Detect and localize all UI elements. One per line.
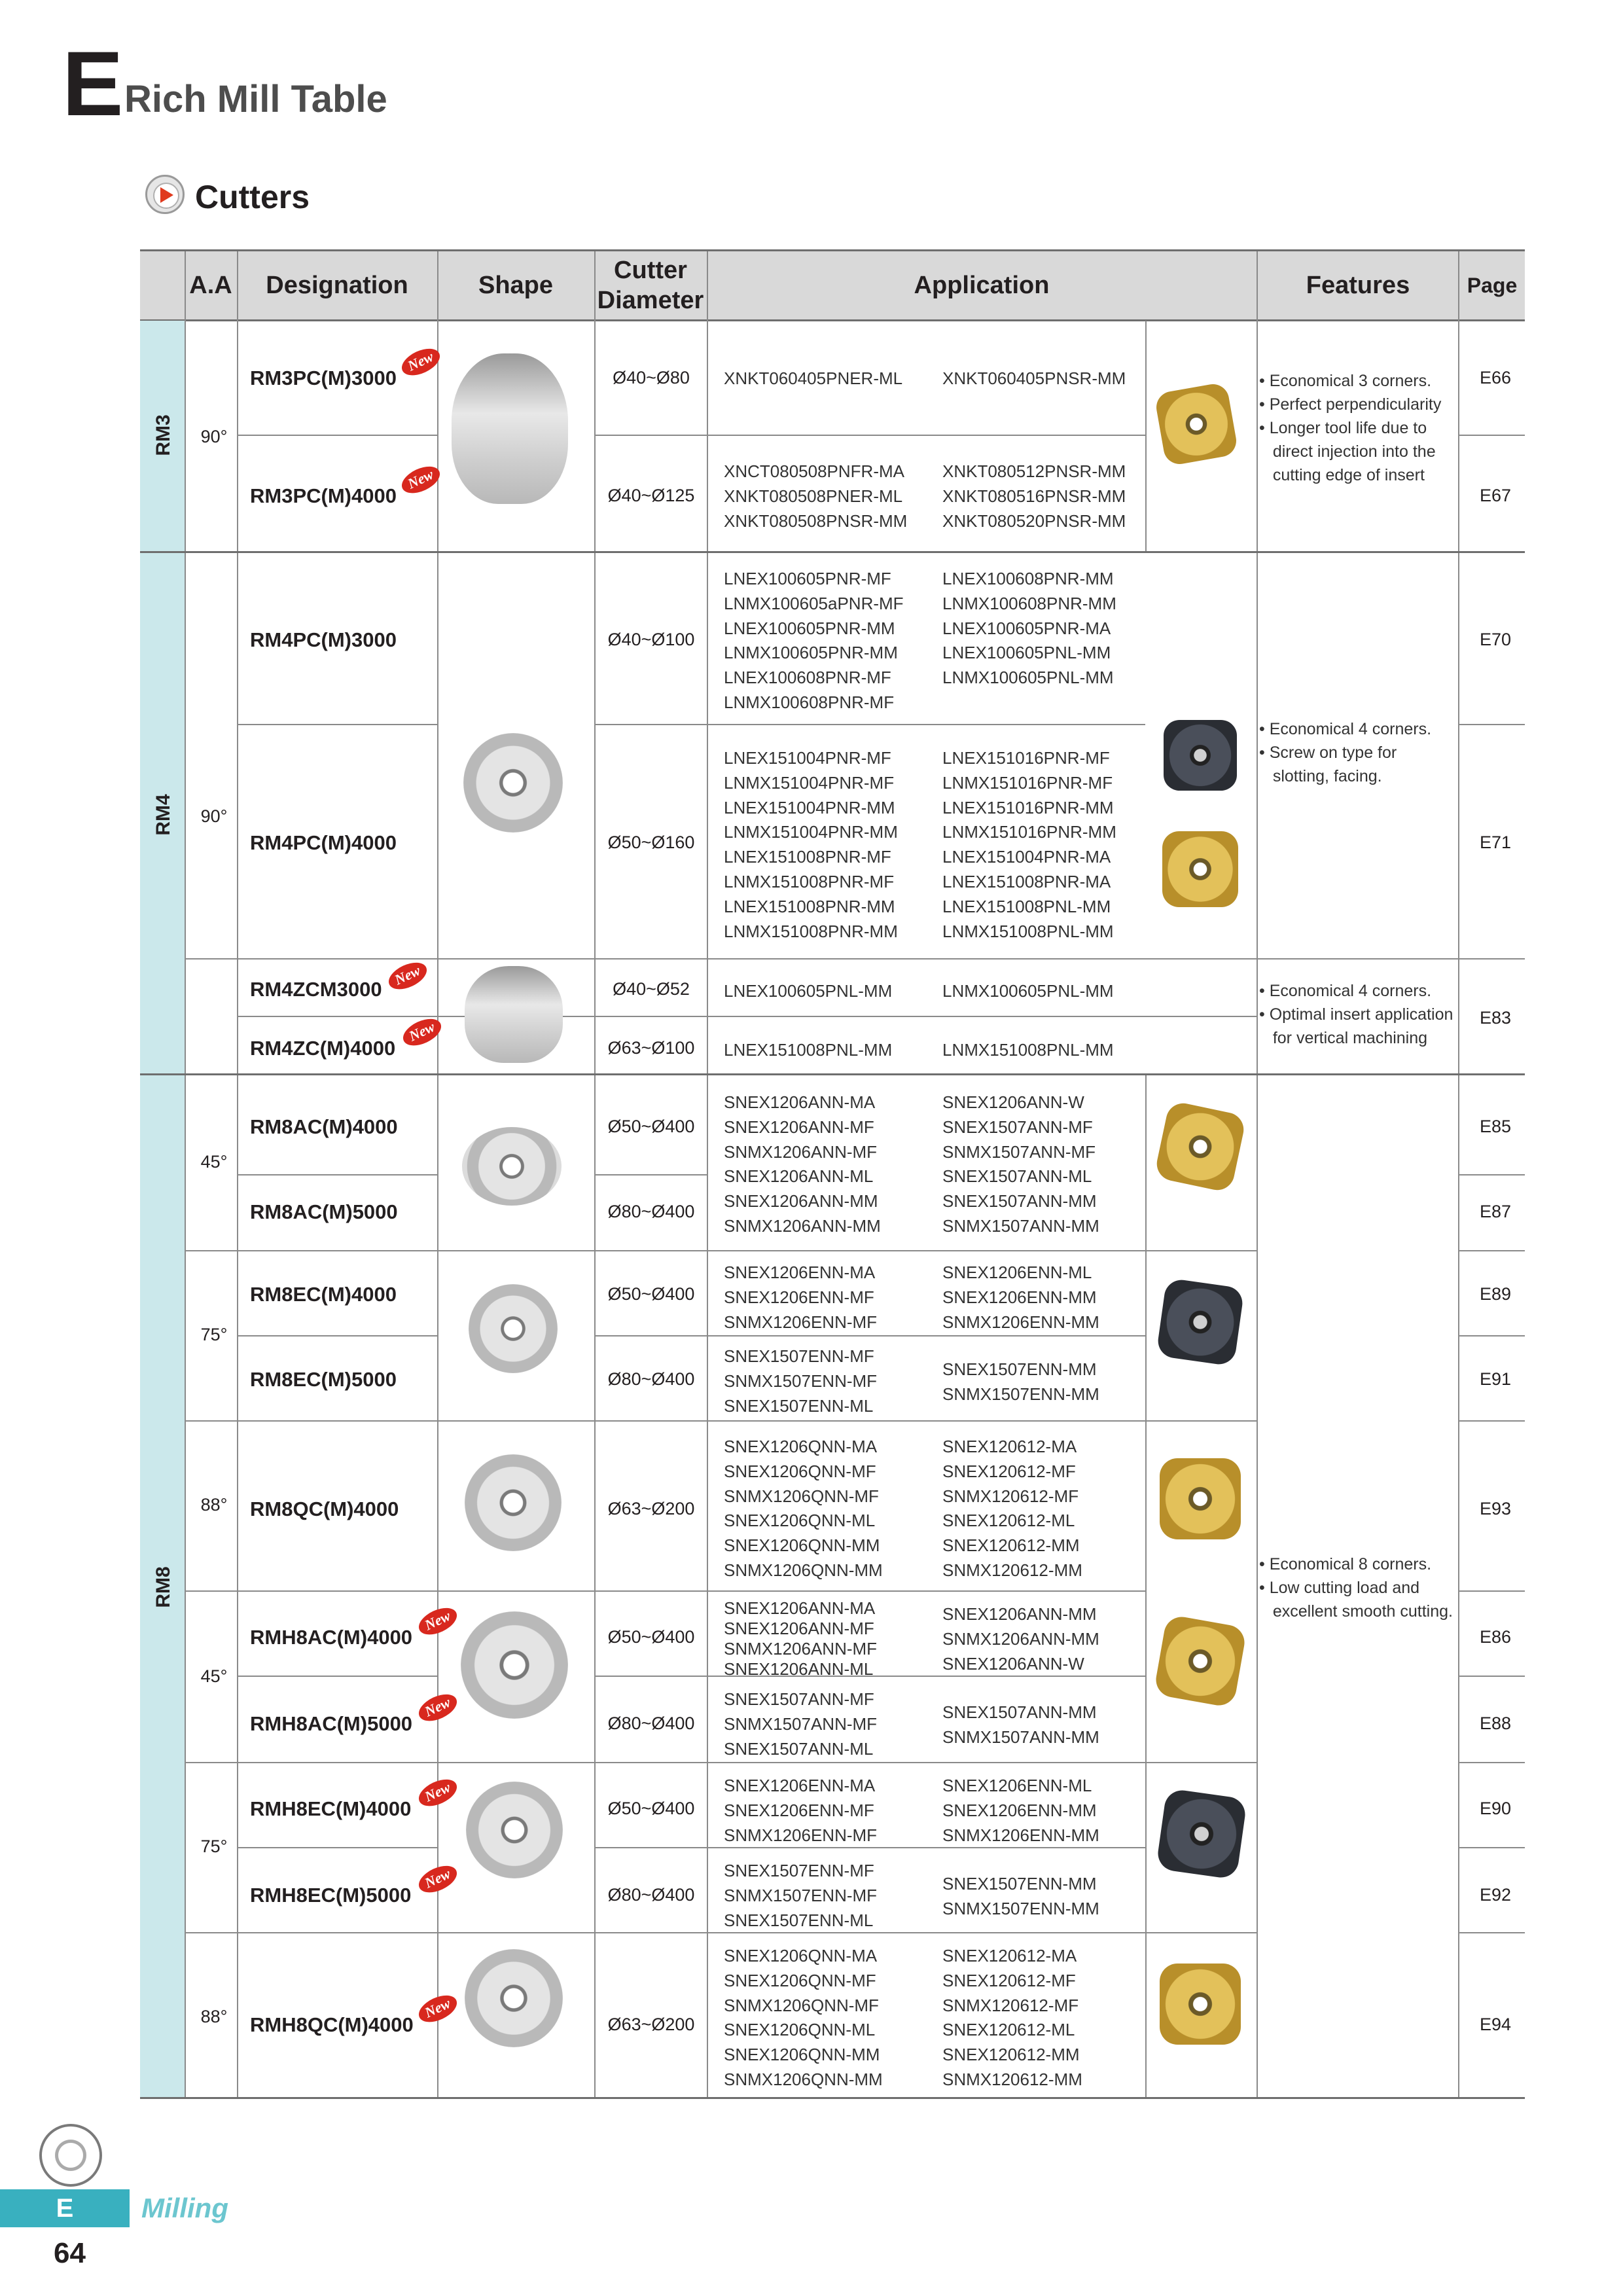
page-reference[interactable]: E83 <box>1479 1008 1512 1028</box>
page-reference[interactable]: E90 <box>1479 1799 1512 1818</box>
application-list: SNEX1507ENN-MF SNMX1507ENN-MF SNEX1507ENN-ML <box>724 1861 878 1930</box>
row-rule <box>594 435 1145 436</box>
new-badge: New <box>399 1013 446 1050</box>
insert-image <box>1156 1278 1245 1367</box>
application-list: XNKT060405PNER-ML <box>724 368 903 388</box>
group-label-rm3: RM3 <box>152 414 174 456</box>
new-badge: New <box>398 461 444 498</box>
insert-image <box>1162 831 1238 907</box>
new-badge: New <box>415 1774 461 1811</box>
row-rule <box>1458 724 1525 725</box>
col-header-page: Page <box>1467 274 1518 297</box>
application-list: SNEX1206ENN-MA SNEX1206ENN-MF SNMX1206ENN-MF <box>724 1776 878 1845</box>
application-list: LNMX100605PNL-MM <box>942 981 1114 1001</box>
approach-angle: 45° <box>200 1152 228 1172</box>
vline <box>185 251 186 2097</box>
new-badge: New <box>415 1990 461 2027</box>
cutter-diameter: Ø40~Ø52 <box>613 979 690 999</box>
application-list: SNEX1206ENN-MA SNEX1206ENN-MF SNMX1206ENN-MF <box>724 1263 878 1332</box>
row-rule <box>1458 1847 1525 1848</box>
cutter-diameter: Ø50~Ø400 <box>607 1117 695 1136</box>
group-rule <box>140 551 1525 553</box>
features-text: • Economical 4 corners. • Optimal insert application for vertical machining <box>1259 982 1454 1047</box>
col-header-application: Application <box>914 272 1050 299</box>
cutter-logo-icon <box>39 2124 102 2187</box>
approach-angle: 75° <box>200 1325 228 1344</box>
cutter-diameter: Ø50~Ø400 <box>607 1799 695 1818</box>
cutter-diameter: Ø40~Ø100 <box>607 630 695 649</box>
page-reference[interactable]: E71 <box>1479 833 1512 852</box>
row-rule <box>1458 1250 1525 1251</box>
page-reference[interactable]: E86 <box>1479 1627 1512 1647</box>
row-rule <box>1458 1590 1525 1592</box>
row-rule <box>1257 958 1458 960</box>
insert-image <box>1160 1458 1241 1539</box>
application-list: SNEX1507ENN-MF SNMX1507ENN-MF SNEX1507ENN-ML <box>724 1346 878 1416</box>
row-rule <box>185 1420 1258 1422</box>
insert-image <box>1154 1100 1247 1193</box>
features-text: • Economical 3 corners. • Perfect perpendicularity • Longer tool life due to direct injection into the cutting edge of insert <box>1259 372 1442 484</box>
cutter-diameter: Ø80~Ø400 <box>607 1369 695 1389</box>
designation: RMH8AC(M)4000 <box>250 1626 413 1649</box>
application-list: SNEX1206ANN-MA SNEX1206ANN-MF SNMX1206ANN-MF SNEX1206ANN-ML SNEX1206ANN-MM SNMX1206ANN-MM <box>724 1092 881 1236</box>
designation: RM8EC(M)4000 <box>250 1283 397 1306</box>
row-rule <box>185 1250 1258 1251</box>
new-badge: New <box>415 1860 461 1897</box>
cutter-diameter: Ø63~Ø200 <box>607 1499 695 1518</box>
designation: RMH8AC(M)5000 <box>250 1712 413 1735</box>
application-list: SNEX120612-MA SNEX120612-MF SNMX120612-MF SNEX120612-ML SNEX120612-MM SNMX120612-MM <box>942 1946 1082 2089</box>
page-reference[interactable]: E66 <box>1479 368 1512 387</box>
cutter-diameter: Ø63~Ø100 <box>607 1038 695 1058</box>
col-header-shape: Shape <box>478 272 554 299</box>
category-label: Milling <box>141 2193 228 2223</box>
approach-angle: 88° <box>200 2007 228 2026</box>
col-header-aa: A.A <box>189 272 232 299</box>
page-reference[interactable]: E92 <box>1479 1885 1512 1905</box>
chapter-tab[interactable]: E <box>0 2189 130 2227</box>
designation: RMH8QC(M)4000 <box>250 2013 414 2036</box>
row-rule <box>1458 1335 1525 1336</box>
application-list: LNEX100605PNR-MF LNMX100605aPNR-MF LNEX100605PNR-MM LNMX100605PNR-MM LNEX100608PNR-MF LNMX100608PNR-MF <box>724 569 904 712</box>
application-list: LNEX151008PNL-MM <box>724 1040 893 1060</box>
designation: RM4ZC(M)4000 <box>250 1037 396 1060</box>
cutter-diameter: Ø80~Ø400 <box>607 1713 695 1733</box>
table-bottom-rule <box>140 2097 1525 2099</box>
page-title: Rich Mill Table <box>124 78 387 120</box>
application-list: SNEX1206ANN-MM SNMX1206ANN-MM SNEX1206ANN-W <box>942 1604 1099 1674</box>
row-rule <box>1458 1174 1525 1175</box>
row-rule <box>237 1174 437 1175</box>
page-reference[interactable]: E85 <box>1479 1117 1512 1136</box>
new-badge: New <box>398 343 444 380</box>
cutter-diameter: Ø63~Ø200 <box>607 2015 695 2034</box>
application-list: SNEX1206QNN-MA SNEX1206QNN-MF SNMX1206QNN-MF SNEX1206QNN-ML SNEX1206QNN-MM SNMX1206QNN-MM <box>724 1946 883 2089</box>
chapter-letter: E <box>62 32 124 135</box>
vline <box>437 251 438 2097</box>
designation: RM3PC(M)4000 <box>250 484 397 507</box>
application-list: LNEX151004PNR-MF LNMX151004PNR-MF LNEX151004PNR-MM LNMX151004PNR-MM LNEX151008PNR-MF LNMX151008PNR-MF LNEX151008PNR-MM LNMX151008PNR-MM <box>724 748 898 941</box>
row-rule <box>237 1676 437 1677</box>
page-number: 64 <box>54 2237 86 2269</box>
section-title: Cutters <box>195 179 310 215</box>
application-list: SNEX1507ANN-MM SNMX1507ANN-MM <box>942 1702 1099 1747</box>
application-list: LNEX100608PNR-MM LNMX100608PNR-MM LNEX100605PNR-MA LNEX100605PNL-MM LNMX100605PNL-MM <box>942 569 1116 688</box>
insert-image <box>1156 1788 1247 1880</box>
designation: RM8AC(M)4000 <box>250 1115 398 1138</box>
group-rule <box>140 1073 1525 1075</box>
page-reference[interactable]: E67 <box>1479 486 1512 505</box>
cutter-image <box>463 733 563 833</box>
application-list: XNKT060405PNSR-MM <box>942 368 1126 388</box>
cutter-diameter: Ø50~Ø160 <box>607 833 695 852</box>
cutter-image <box>465 1454 562 1551</box>
designation: RM4PC(M)3000 <box>250 628 397 651</box>
approach-angle: 90° <box>200 806 228 826</box>
new-badge: New <box>415 1689 461 1726</box>
row-rule <box>185 1762 1258 1763</box>
cutter-image <box>452 353 568 504</box>
application-list: SNEX1206QNN-MA SNEX1206QNN-MF SNMX1206QNN-MF SNEX1206QNN-ML SNEX1206QNN-MM SNMX1206QNN-MM <box>724 1437 883 1580</box>
cutter-diameter: Ø50~Ø400 <box>607 1627 695 1647</box>
row-rule <box>237 435 437 436</box>
application-list: SNEX120612-MA SNEX120612-MF SNMX120612-MF SNEX120612-ML SNEX120612-MM SNMX120612-MM <box>942 1437 1082 1580</box>
application-list: SNEX1206ENN-ML SNEX1206ENN-MM SNMX1206ENN-MM <box>942 1776 1099 1845</box>
cutter-diameter: Ø80~Ø400 <box>607 1885 695 1905</box>
col-header-diameter: Cutter Diameter <box>597 257 704 314</box>
row-rule <box>185 958 1257 960</box>
row-rule <box>185 1590 1147 1592</box>
row-rule <box>594 1335 1145 1336</box>
vline <box>707 251 708 2097</box>
table-header-rule <box>140 319 1525 321</box>
application-list: LNEX100605PNL-MM <box>724 981 893 1001</box>
approach-angle: 45° <box>200 1666 228 1686</box>
application-list: LNEX151016PNR-MF LNMX151016PNR-MF LNEX151016PNR-MM LNMX151016PNR-MM LNEX151004PNR-MA LNEX151008PNR-MA LNEX151008PNL-MM LNMX151008PNL-MM <box>942 748 1116 941</box>
row-rule <box>1458 958 1525 960</box>
page-reference[interactable]: E89 <box>1479 1284 1512 1304</box>
approach-angle: 75° <box>200 1837 228 1856</box>
row-rule <box>1458 1762 1525 1763</box>
cutter-image <box>461 1611 568 1719</box>
row-rule <box>237 1335 437 1336</box>
application-list: LNMX151008PNL-MM <box>942 1040 1114 1060</box>
row-rule <box>237 1847 437 1848</box>
insert-image <box>1164 720 1237 791</box>
row-rule <box>1458 1420 1525 1422</box>
designation: RM3PC(M)3000 <box>250 367 397 389</box>
designation: RM8EC(M)5000 <box>250 1368 397 1391</box>
cutter-image <box>469 1284 558 1373</box>
application-list: SNEX1507ANN-MF SNMX1507ANN-MF SNEX1507ANN-ML <box>724 1689 878 1759</box>
cutter-diameter: Ø40~Ø80 <box>613 368 690 387</box>
features-text: • Economical 8 corners. • Low cutting load and excellent smooth cutting. <box>1259 1555 1453 1621</box>
designation: RM4PC(M)4000 <box>250 831 397 854</box>
row-rule <box>594 724 1145 725</box>
row-rule <box>237 1016 1257 1017</box>
cutter-diameter: Ø80~Ø400 <box>607 1202 695 1221</box>
application-list: XNKT080512PNSR-MM XNKT080516PNSR-MM XNKT080520PNSR-MM <box>942 461 1126 531</box>
page-reference[interactable]: E87 <box>1479 1202 1512 1221</box>
col-header-features: Features <box>1306 272 1410 299</box>
page-reference[interactable]: E70 <box>1479 630 1512 649</box>
group-label-rm4: RM4 <box>152 794 174 836</box>
insert-image <box>1160 1964 1241 2045</box>
play-circle-icon <box>145 175 185 214</box>
cutter-diameter: Ø40~Ø125 <box>607 486 695 505</box>
features-text: • Economical 4 corners. • Screw on type for slotting, facing. <box>1259 720 1432 785</box>
cutter-diameter: Ø50~Ø400 <box>607 1284 695 1304</box>
designation: RM8AC(M)5000 <box>250 1200 398 1223</box>
cutter-image <box>465 1949 563 2047</box>
col-header-designation: Designation <box>266 272 408 299</box>
cutter-image <box>462 1127 562 1206</box>
cutter-image <box>466 1782 563 1878</box>
application-list: SNEX1206ANN-W SNEX1507ANN-MF SNMX1507ANN-MF SNEX1507ANN-ML SNEX1507ANN-MM SNMX1507ANN-MM <box>942 1092 1099 1236</box>
designation: RMH8EC(M)4000 <box>250 1797 412 1820</box>
row-rule <box>1458 435 1525 436</box>
new-badge: New <box>385 957 431 994</box>
designation: RMH8EC(M)5000 <box>250 1884 412 1907</box>
application-list: SNEX1507ENN-MM SNMX1507ENN-MM <box>942 1874 1099 1918</box>
page-reference[interactable]: E91 <box>1479 1369 1512 1389</box>
approach-angle: 88° <box>200 1495 228 1515</box>
new-badge: New <box>415 1602 461 1640</box>
application-list: SNEX1206ANN-MA SNEX1206ANN-MF SNMX1206ANN-MF SNEX1206ANN-ML <box>724 1598 878 1679</box>
application-list: SNEX1507ENN-MM SNMX1507ENN-MM <box>942 1359 1099 1404</box>
row-rule <box>594 1174 707 1175</box>
row-rule <box>1458 1676 1525 1677</box>
row-rule <box>185 1932 1258 1933</box>
page-reference[interactable]: E93 <box>1479 1499 1512 1518</box>
application-list: SNEX1206ENN-ML SNEX1206ENN-MM SNMX1206ENN-MM <box>942 1263 1099 1332</box>
page-reference[interactable]: E88 <box>1479 1713 1512 1733</box>
page-reference[interactable]: E94 <box>1479 2015 1512 2034</box>
vline <box>1145 1075 1147 2097</box>
vline <box>1257 251 1258 2097</box>
row-rule <box>237 724 437 725</box>
insert-image <box>1154 382 1239 467</box>
approach-angle: 90° <box>200 427 228 446</box>
application-list: XNCT080508PNFR-MA XNKT080508PNER-ML XNKT080508PNSR-MM <box>724 461 908 531</box>
vline <box>1145 321 1147 551</box>
group-label-rm8: RM8 <box>152 1566 174 1608</box>
designation: RM4ZCM3000 <box>250 978 382 1001</box>
designation: RM8QC(M)4000 <box>250 1498 399 1520</box>
insert-image <box>1153 1614 1247 1708</box>
cutter-image <box>465 966 563 1063</box>
row-rule <box>1458 1932 1525 1933</box>
